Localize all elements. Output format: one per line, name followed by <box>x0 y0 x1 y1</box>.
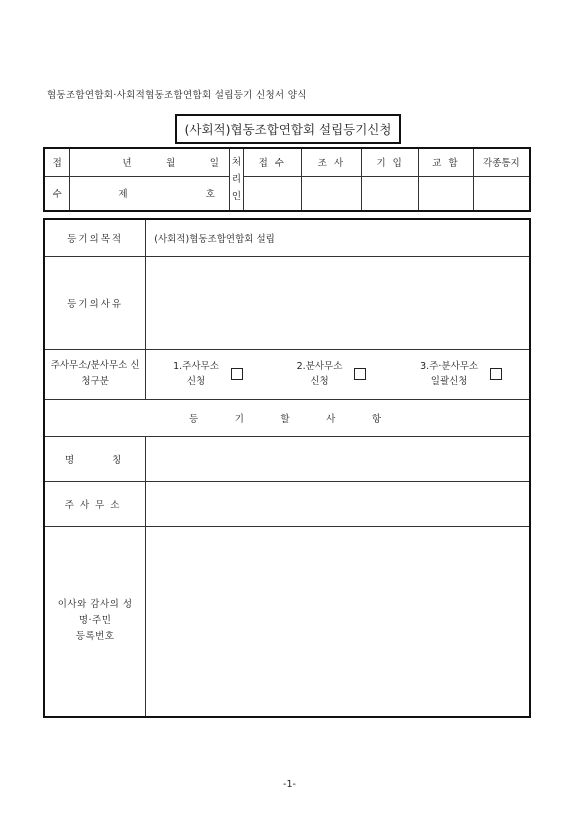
purpose-label: 등기의목적 <box>44 219 146 256</box>
combined-checkbox[interactable] <box>490 368 502 380</box>
directors-label-line2: 명·주민 <box>78 615 112 627</box>
date-year: 년 <box>122 158 132 170</box>
option-main-office-line1: 1.주사무소 <box>173 361 219 372</box>
col-entry: 기 입 <box>362 148 419 176</box>
directors-label-line3: 등록번호 <box>75 631 115 643</box>
matters-char-4: 사 <box>326 413 336 425</box>
form-title-text: (사회적)협동조합연합회 설립등기신청 <box>184 122 392 137</box>
matters-char-5: 항 <box>371 413 381 425</box>
option-combined-line1: 3.주·분사무소 <box>420 361 479 372</box>
option-main-office[interactable] <box>173 359 243 389</box>
name-label <box>44 436 146 481</box>
branch-type-label <box>44 349 146 399</box>
date-day: 일 <box>209 158 219 170</box>
name-label-char-2: 칭 <box>112 454 122 466</box>
branch-office-checkbox[interactable] <box>354 368 366 380</box>
branch-type-label-line2: 청구분 <box>81 376 109 387</box>
branch-type-label-line1: 주사무소/분사무소 신 <box>50 360 140 371</box>
matters-char-1: 등 <box>189 413 199 425</box>
receipt-label-top: 접 <box>44 148 70 176</box>
entry-value-cell[interactable] <box>362 176 419 211</box>
name-value-cell[interactable] <box>146 436 530 481</box>
directors-label <box>44 526 146 717</box>
option-branch-office-line1: 2.분사무소 <box>296 361 343 372</box>
branch-type-options <box>146 349 530 399</box>
number-suffix: 호 <box>205 189 215 201</box>
date-month: 월 <box>166 158 176 170</box>
main-office-checkbox[interactable] <box>231 368 243 380</box>
option-combined[interactable] <box>420 359 502 389</box>
form-title <box>175 114 401 144</box>
option-combined-line2: 일괄신청 <box>430 376 468 387</box>
verification-value-cell[interactable] <box>419 176 474 211</box>
receipt-label-bottom: 수 <box>44 176 70 211</box>
receipt-table <box>43 147 531 212</box>
processing-char-1: 처 <box>231 157 242 168</box>
purpose-value[interactable]: (사회적)협동조합연합회 설립 <box>146 219 530 256</box>
processing-stamp-label <box>229 148 243 211</box>
number-prefix: 제 <box>118 189 128 201</box>
option-branch-office[interactable] <box>297 359 367 389</box>
receipt-date-cell <box>70 148 230 176</box>
name-label-char-1: 명 <box>65 454 75 466</box>
reason-label: 등기의사유 <box>44 256 146 349</box>
col-verification: 교 합 <box>419 148 474 176</box>
col-receipt: 접 수 <box>243 148 301 176</box>
notices-value-cell[interactable] <box>473 176 530 211</box>
office-value-cell[interactable] <box>146 481 530 526</box>
processing-char-2: 리 <box>231 174 242 185</box>
receipt-value-cell[interactable] <box>243 176 301 211</box>
directors-label-line1: 이사와 감사의 성 <box>57 599 133 611</box>
office-label: 주사무소 <box>44 481 146 526</box>
investigation-value-cell[interactable] <box>301 176 362 211</box>
matters-char-2: 기 <box>234 413 244 425</box>
col-investigation: 조 사 <box>301 148 362 176</box>
option-branch-office-line2: 신청 <box>310 376 329 387</box>
directors-value-cell[interactable] <box>146 526 530 717</box>
matters-char-3: 할 <box>280 413 290 425</box>
registration-form-table <box>43 218 531 718</box>
page-number: -1- <box>283 779 296 790</box>
col-notices: 각종통지 <box>473 148 530 176</box>
option-main-office-line2: 신청 <box>186 376 206 387</box>
processing-char-3: 인 <box>231 191 242 202</box>
matters-heading <box>44 399 530 436</box>
reason-value-cell[interactable] <box>146 256 530 349</box>
form-header-text: 협동조합연합회·사회적협동조합연합회 설립등기 신청서 양식 <box>47 90 307 101</box>
receipt-number-cell <box>70 176 230 211</box>
